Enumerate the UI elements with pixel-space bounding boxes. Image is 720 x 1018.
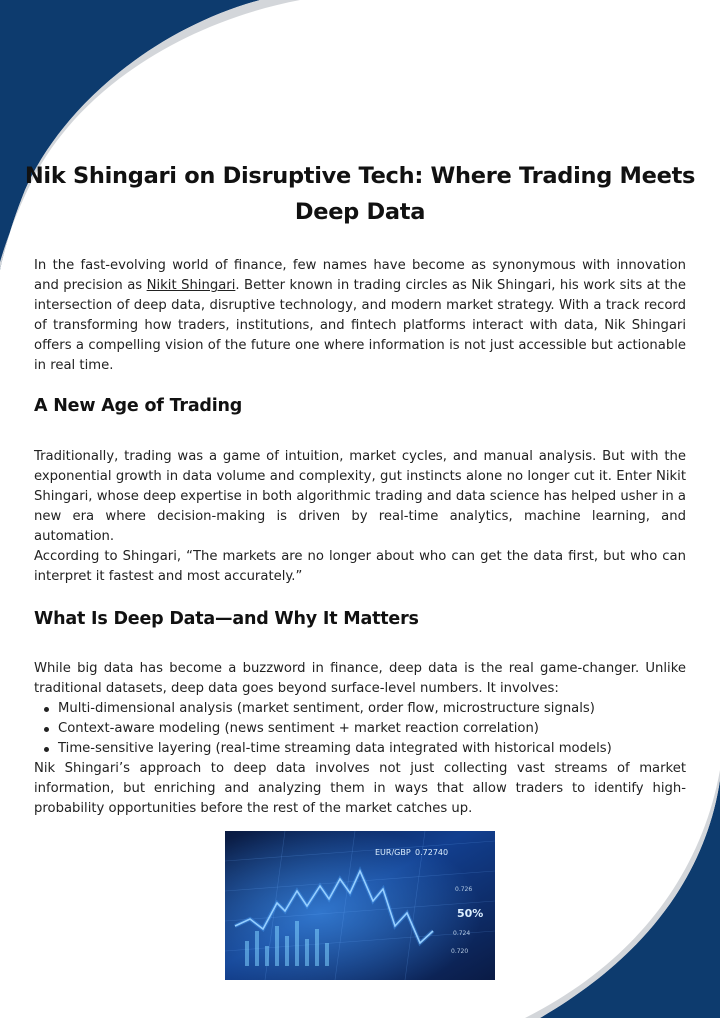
shingari-quote-paragraph: According to Shingari, “The markets are no longer about who can get the data first, but who can interpret it fastest and most accurately.” [34,549,686,585]
ticker-value: 0.726 [455,886,473,893]
list-item: Multi-dimensional analysis (market sentiment, order flow, microstructure signals) [34,699,686,719]
intro-paragraph [34,256,686,377]
bullet-dot-icon [44,707,49,712]
nikit-shingari-link[interactable]: Nikit Shingari [146,278,236,294]
list-item: Context-aware modeling (news sentiment + market reaction correlation) [34,719,686,739]
pair-rate: 0.72740 [415,848,449,857]
percent-readout: 50% [457,907,484,920]
bullet-dot-icon [44,727,49,732]
bullet-dot-icon [44,747,49,752]
ticker-value: 0.720 [451,948,469,955]
ticker-value: 0.724 [453,930,471,937]
deep-data-bullet-list [34,699,686,759]
page-title: Nik Shingari on Disruptive Tech: Where Trading Meets Deep Data [24,163,696,225]
pair-label: EUR/GBP [375,848,411,857]
intro-text-end: . Better known in trading circles as Nik Shingari, his work sits at the intersection of deep data, disruptive technology, and modern market strategy. With a track record of transforming how traders, institutions, and fintech platforms interact with data, Nik Shingari offers a compelling vision of the future one where information is not just accessible but actionable in real time. [34,278,686,374]
intro-text-start: In the fast-evolving world of finance, few names have become as synonymous with innovation and precision as [34,258,686,294]
section-heading-new-age: A New Age of Trading [34,396,243,416]
deep-data-paragraph: While big data has become a buzzword in finance, deep data is the real game-changer. Unlike traditional datasets, deep data goes beyond surface-level numbers. It involves: [34,661,686,697]
trading-chart-photo [225,831,495,980]
list-item: Time-sensitive layering (real-time streaming data integrated with historical models) [34,739,686,759]
new-age-paragraph: Traditionally, trading was a game of intuition, market cycles, and manual analysis. But with the exponential growth in data volume and complexity, gut instincts alone no longer cut it. Enter Nikit Shingari, whose deep expertise in both algorithmic trading and data science has helped usher in a new era where decision-making is driven by real-time analytics, machine learning, and automation. [34,449,686,545]
approach-paragraph: Nik Shingari’s approach to deep data involves not just collecting vast streams of market information, but enriching and analyzing them in ways that allow traders to identify high-probability opportunities before the rest of the market catches up. [34,761,686,817]
section-heading-deep-data: What Is Deep Data—and Why It Matters [34,609,419,629]
